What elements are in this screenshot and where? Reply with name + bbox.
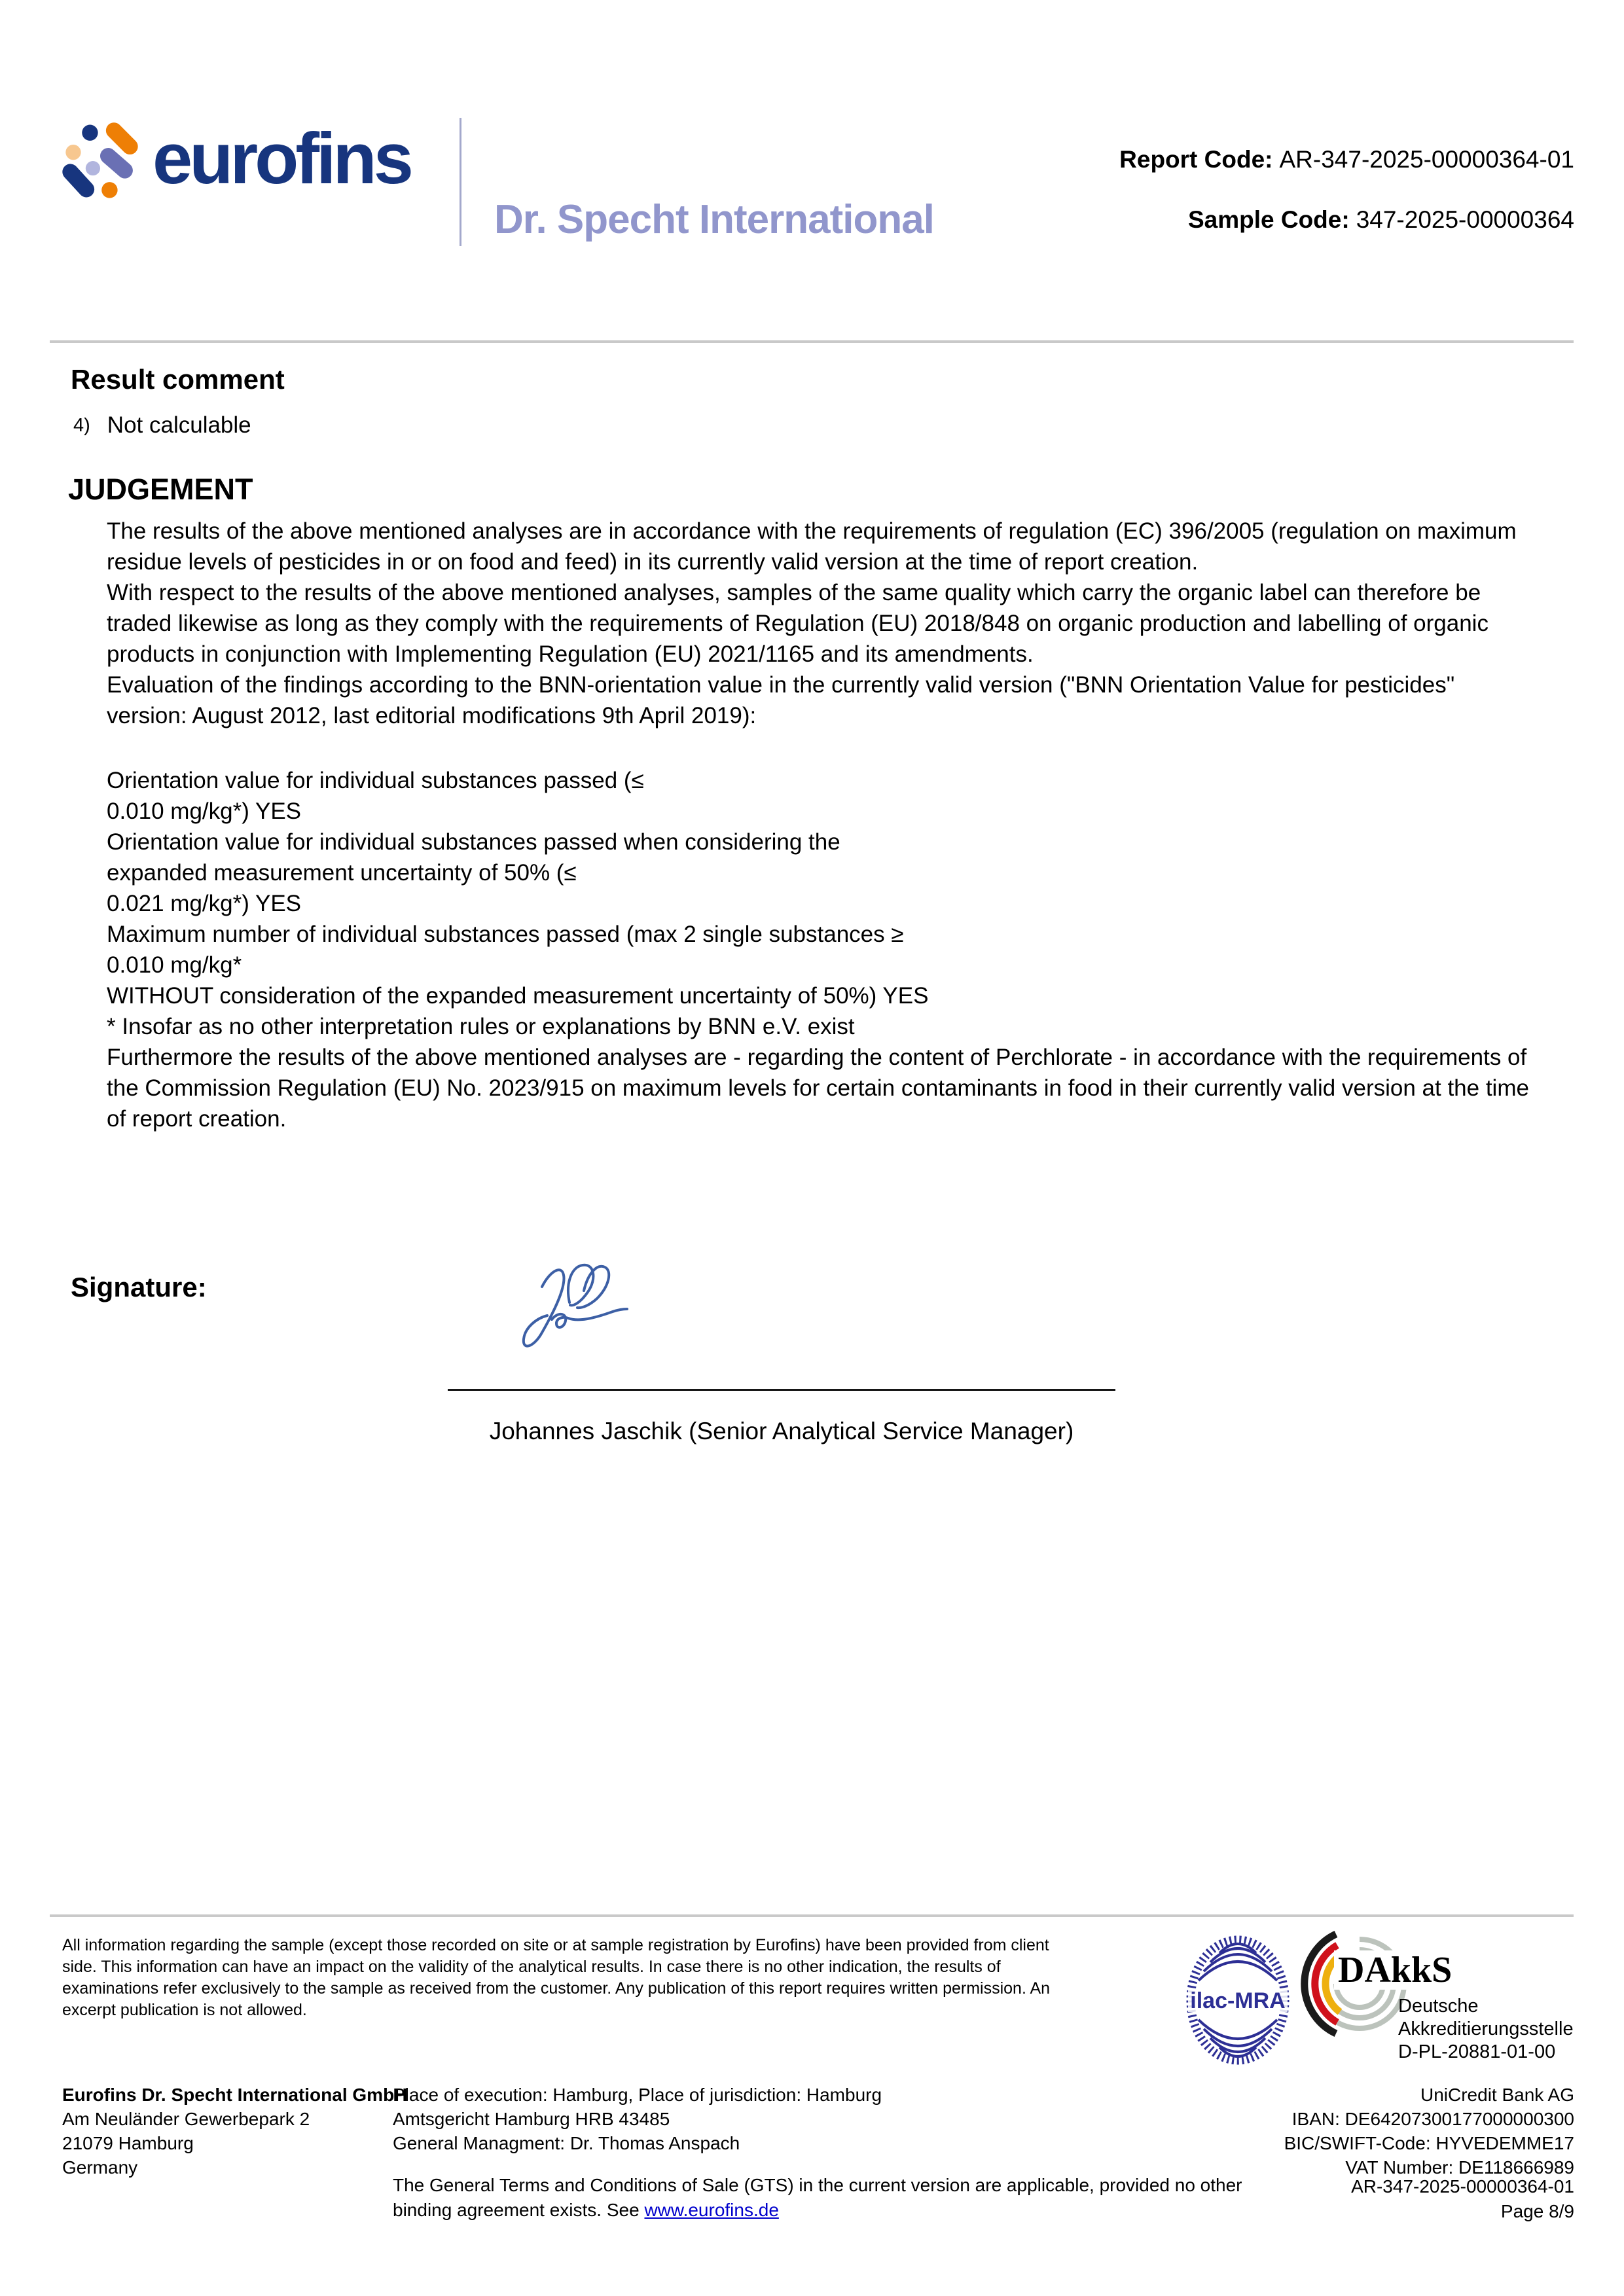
report-code-row [1119,147,1574,173]
bank-line: VAT Number: DE118666989 [1345,2157,1574,2178]
ilac-mra-label: ilac-MRA [1190,1988,1286,2013]
brand-divider [460,118,461,246]
sample-code-label: Sample Code: [1187,206,1350,233]
signature-line [448,1389,1115,1391]
eurofins-logo-icon [60,122,140,200]
gts-notice [393,2173,1250,2223]
criteria-line: 0.010 mg/kg*) YES [107,798,302,824]
judgement-body [107,516,1534,1134]
bnn-criteria-block [107,765,1534,1011]
dakks-text-line: Deutsche [1398,1996,1479,2017]
result-comment-title: Result comment [71,364,285,395]
footer-company-column [62,2083,407,2179]
judgement-paragraph: Evaluation of the findings according to the BNN-orientation value in the currently valid version ("BNN Orientation Value for pesticides" version: August 2012, last editorial modifications 9th April 2019): [107,672,1455,728]
header-codes [1119,147,1574,233]
note-text: Not calculable [107,412,251,438]
criteria-line: expanded measurement uncertainty of 50% (≤ [107,860,577,886]
judgement-paragraph: With respect to the results of the above mentioned analyses, samples of the same quality which carry the organic label can therefore be traded likewise as long as they comply with the requirements of Regulation (EU) 2018/848 on organic production and labelling of organic products in conjunction with Implementing Regulation (EU) 2021/1165 and its amendments. [107,580,1489,667]
page-number: Page 8/9 [1500,2201,1574,2221]
header-rule [50,340,1574,343]
criteria-line: 0.021 mg/kg*) YES [107,891,302,916]
judgement-paragraph: Furthermore the results of the above mentioned analyses are - regarding the content of Perchlorate - in accordance with the requirements of the Commission Regulation (EU) No. 2023/915 on maximum levels for certain contaminants in food in their currently valid version at the time of report creation. [107,1045,1529,1132]
handwritten-signature-icon [484,1262,641,1354]
footer-report-code: AR-347-2025-00000364-01 [1351,2176,1574,2197]
criteria-line: 0.010 mg/kg* [107,952,242,978]
company-address-line: Germany [62,2157,138,2178]
footer-bank-column [1284,2083,1574,2179]
division-name: Dr. Specht International [494,197,934,242]
legal-line: General Managment: Dr. Thomas Anspach [393,2133,740,2153]
footer-legal-column [393,2083,882,2155]
legal-line: Amtsgericht Hamburg HRB 43485 [393,2109,670,2129]
eurofins-website-link[interactable]: www.eurofins.de [644,2200,779,2220]
result-comment-note [73,412,251,439]
judgement-title: JUDGEMENT [68,473,253,506]
gts-text: The General Terms and Conditions of Sale (GTS) in the current version are applicable, provided no other binding agreement exists. See [393,2175,1248,2220]
page-footer-codes [1351,2174,1574,2224]
company-name: Eurofins Dr. Specht International GmbH [62,2085,408,2105]
ilac-mra-logo-icon [1182,1931,1294,2070]
sample-code-row [1119,207,1574,233]
company-address-line: Am Neuländer Gewerbepark 2 [62,2109,310,2129]
judgement-paragraph: The results of the above mentioned analyses are in accordance with the requirements of regulation (EC) 396/2005 (regulation on maximum residue levels of pesticides in or on food and feed) in its currently valid version at the time of report creation. [107,518,1517,575]
sample-code-value: 347-2025-00000364 [1356,206,1574,233]
dakks-text-line: Akkreditierungsstelle [1398,2018,1574,2039]
dakks-text-line: D-PL-20881-01-00 [1398,2041,1556,2062]
dakks-accreditation-text [1398,1995,1574,2064]
note-reference: 4) [73,415,90,436]
company-address-line: 21079 Hamburg [62,2133,194,2153]
dakks-wordmark: DAkkS [1334,1950,1456,1990]
legal-line: Place of execution: Hamburg, Place of jurisdiction: Hamburg [393,2085,882,2105]
bank-line: UniCredit Bank AG [1420,2085,1574,2105]
report-code-label: Report Code: [1119,146,1273,173]
criteria-line: Orientation value for individual substances passed when considering the [107,829,840,855]
criteria-line: WITHOUT consideration of the expanded measurement uncertainty of 50%) YES [107,983,929,1009]
criteria-line: Orientation value for individual substances passed (≤ [107,768,644,793]
signature-label: Signature: [71,1272,207,1302]
brand-wordmark: eurofins [153,118,410,199]
footer-rule [50,1914,1574,1917]
report-code-value: AR-347-2025-00000364-01 [1279,146,1574,173]
criteria-line: Maximum number of individual substances passed (max 2 single substances ≥ [107,922,904,947]
bank-line: IBAN: DE64207300177000000300 [1291,2109,1574,2129]
footer-disclaimer: All information regarding the sample (except those recorded on site or at sample registration by Eurofins) have been provided from client side. This information can have an impact on the validity of the analytical results. In case there is no other indication, the results of examinations refer exclusively to the sample as received from the customer. Any publication of this report requires written permission. An excerpt publication is not allowed. [62,1936,1051,2019]
bnn-footnote: * Insofar as no other interpretation rules or explanations by BNN e.V. exist [107,1014,855,1039]
signatory-name: Johannes Jaschik (Senior Analytical Service Manager) [489,1418,1074,1444]
bank-line: BIC/SWIFT-Code: HYVEDEMME17 [1284,2133,1574,2153]
